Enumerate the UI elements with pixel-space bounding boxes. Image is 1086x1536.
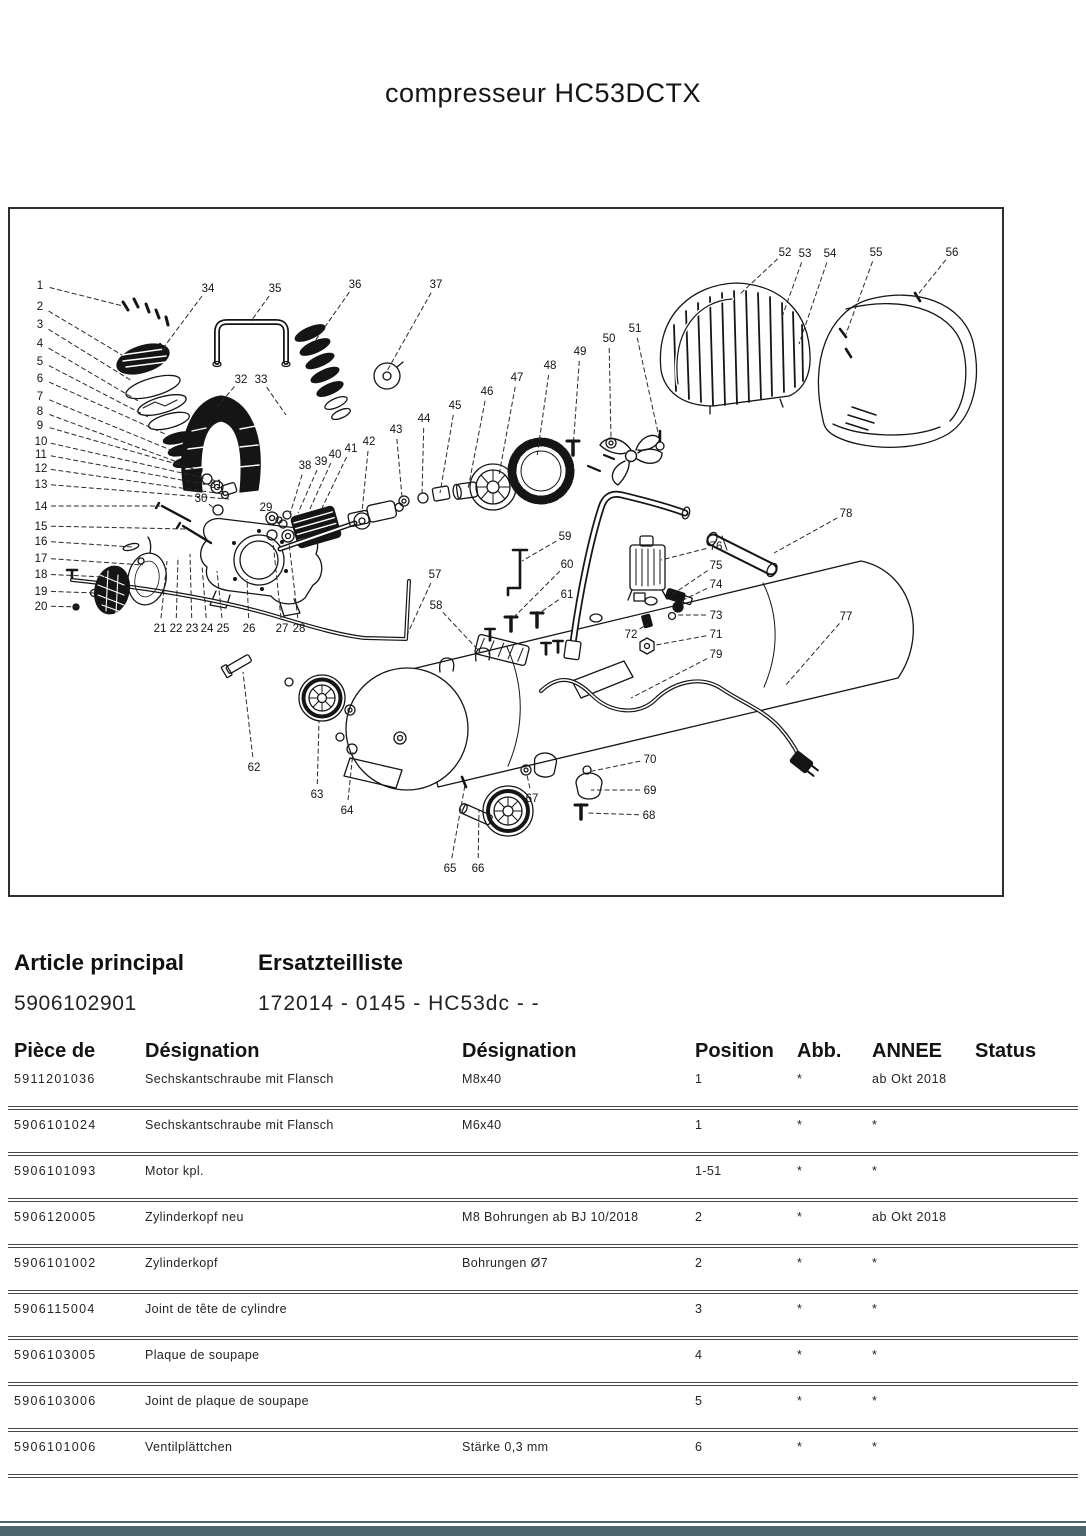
cell-piece: 5906103006	[14, 1394, 97, 1408]
cell-pos: 3	[695, 1302, 703, 1316]
callout-number-63: 63	[310, 789, 324, 801]
callout-number-41: 41	[344, 443, 358, 455]
cell-status	[975, 1210, 1078, 1244]
cell-annee: ab Okt 2018	[872, 1072, 947, 1086]
cell-annee: *	[872, 1302, 878, 1316]
callout-number-27: 27	[275, 623, 289, 635]
header-annee: ANNEE	[872, 1040, 943, 1062]
callout-number-69: 69	[643, 785, 657, 797]
cell-annee: *	[872, 1118, 878, 1132]
callout-number-56: 56	[945, 247, 959, 259]
callout-number-31: 31	[209, 479, 223, 491]
cell-des2: M8 Bohrungen ab BJ 10/2018	[462, 1210, 639, 1224]
callout-number-5: 5	[36, 356, 44, 368]
callout-leader-44	[422, 428, 424, 494]
callout-leader-33	[267, 387, 286, 415]
callout-number-10: 10	[34, 436, 48, 448]
cell-abb: *	[797, 1256, 803, 1270]
callout-number-8: 8	[36, 406, 44, 418]
power-plug	[790, 751, 820, 778]
cell-abb: *	[797, 1348, 803, 1362]
cell-annee: *	[872, 1440, 878, 1454]
callout-number-58: 58	[429, 600, 443, 612]
callout-number-47: 47	[510, 372, 524, 384]
cell-abb: *	[797, 1440, 803, 1454]
callout-number-14: 14	[34, 501, 48, 513]
callout-leader-49	[573, 361, 579, 449]
callout-leader-68	[587, 813, 639, 815]
cell-abb: *	[797, 1072, 803, 1086]
callout-number-6: 6	[36, 373, 44, 385]
callout-number-53: 53	[798, 248, 812, 260]
callout-number-60: 60	[560, 559, 574, 571]
wheel-front	[299, 675, 345, 721]
cell-piece: 5906120005	[14, 1210, 97, 1224]
cell-des1: Joint de tête de cylindre	[145, 1302, 288, 1316]
callout-leader-19	[51, 591, 95, 593]
callout-number-7: 7	[36, 391, 44, 403]
callout-number-49: 49	[573, 346, 587, 358]
cell-des2: Stärke 0,3 mm	[462, 1440, 549, 1454]
callout-number-74: 74	[709, 579, 723, 591]
header-designation-1: Désignation	[145, 1040, 260, 1062]
cell-pos: 5	[695, 1394, 703, 1408]
callout-number-42: 42	[362, 436, 376, 448]
callout-leader-6	[49, 382, 165, 434]
cell-status	[975, 1072, 1078, 1106]
table-row	[8, 1248, 1078, 1294]
callout-number-32: 32	[234, 374, 248, 386]
callout-number-28: 28	[292, 623, 306, 635]
callout-number-33: 33	[254, 374, 268, 386]
callout-number-24: 24	[200, 623, 214, 635]
callout-number-4: 4	[36, 338, 44, 350]
callout-leader-53	[782, 262, 802, 317]
callout-leader-51	[637, 338, 659, 437]
exploded-view-art	[67, 283, 976, 836]
callout-number-25: 25	[216, 623, 230, 635]
cell-abb: *	[797, 1118, 803, 1132]
callout-number-43: 43	[389, 424, 403, 436]
callout-number-51: 51	[628, 323, 642, 335]
callout-number-72: 72	[624, 629, 638, 641]
cell-status	[975, 1440, 1078, 1474]
callout-leader-24	[202, 566, 206, 618]
cell-des1: Zylinderkopf neu	[145, 1210, 244, 1224]
callout-number-35: 35	[268, 283, 282, 295]
callout-leader-18	[51, 575, 105, 578]
callout-leader-42	[362, 451, 368, 512]
cell-des2	[462, 1164, 695, 1198]
callout-number-36: 36	[348, 279, 362, 291]
cell-status	[975, 1118, 1078, 1152]
header-piece-de: Pièce de	[14, 1040, 96, 1062]
cell-abb: *	[797, 1210, 803, 1224]
cell-abb: *	[797, 1164, 803, 1178]
callout-number-70: 70	[643, 754, 657, 766]
callout-number-73: 73	[709, 610, 723, 622]
callout-number-66: 66	[471, 863, 485, 875]
callout-number-64: 64	[340, 805, 354, 817]
callout-leader-26	[247, 579, 249, 618]
callout-number-17: 17	[34, 553, 48, 565]
header-position: Position	[695, 1040, 774, 1062]
callout-leader-16	[51, 542, 132, 547]
table-row	[8, 1294, 1078, 1340]
cell-status	[975, 1394, 1078, 1428]
belt-guard	[182, 396, 260, 492]
callout-leader-43	[397, 439, 402, 497]
callout-number-76: 76	[709, 541, 723, 553]
table-row	[8, 1432, 1078, 1478]
cell-pos: 2	[695, 1256, 703, 1270]
callout-leader-20	[51, 606, 80, 607]
callout-leader-22	[176, 557, 178, 618]
cell-pos: 1-51	[695, 1164, 722, 1178]
callout-number-75: 75	[709, 560, 723, 572]
cell-des2: M6x40	[462, 1118, 502, 1132]
callout-number-79: 79	[709, 649, 723, 661]
cell-pos: 1	[695, 1118, 703, 1132]
cell-des1: Zylinderkopf	[145, 1256, 218, 1270]
header-designation-2: Désignation	[462, 1040, 577, 1062]
cell-annee: ab Okt 2018	[872, 1210, 947, 1224]
callout-number-37: 37	[429, 279, 443, 291]
callout-number-20: 20	[34, 601, 48, 613]
callout-leader-34	[164, 296, 202, 347]
callout-number-46: 46	[480, 386, 494, 398]
cell-des1: Sechskantschraube mit Flansch	[145, 1072, 334, 1086]
callout-number-9: 9	[36, 420, 44, 432]
cell-des1: Motor kpl.	[145, 1164, 204, 1178]
pressure-switch	[628, 536, 667, 601]
cell-des2	[462, 1302, 695, 1336]
callout-leader-1	[50, 288, 123, 307]
cell-abb: *	[797, 1394, 803, 1408]
cell-status	[975, 1302, 1078, 1336]
motor-cover	[818, 293, 976, 447]
callout-number-34: 34	[201, 283, 215, 295]
callout-leader-78	[774, 518, 837, 553]
callout-leader-45	[440, 415, 453, 493]
cell-piece: 5906103005	[14, 1348, 97, 1362]
callout-leader-65	[452, 785, 465, 858]
callout-leader-50	[609, 348, 611, 439]
callout-leader-46	[468, 401, 485, 489]
callout-leader-63	[317, 721, 319, 784]
cell-pos: 6	[695, 1440, 703, 1454]
footer-bar	[0, 1526, 1086, 1536]
callout-number-3: 3	[36, 319, 44, 331]
callout-leader-25	[217, 571, 222, 618]
table-row	[8, 1064, 1078, 1110]
callout-number-23: 23	[185, 623, 199, 635]
callout-number-11: 11	[35, 449, 47, 461]
callout-leader-3	[49, 329, 133, 381]
callout-number-39: 39	[314, 456, 328, 468]
callout-number-65: 65	[443, 863, 457, 875]
callout-number-40: 40	[328, 449, 342, 461]
callout-leader-66	[478, 810, 479, 858]
cell-piece: 5906101002	[14, 1256, 97, 1270]
cell-abb: *	[797, 1302, 803, 1316]
callout-leader-7	[49, 400, 173, 451]
callout-leader-40	[309, 463, 331, 511]
callout-number-2: 2	[36, 301, 44, 313]
callout-leader-57	[407, 583, 431, 635]
callout-number-30: 30	[194, 493, 208, 505]
footer-accent-line	[0, 1521, 1086, 1523]
callout-number-57: 57	[428, 569, 442, 581]
callout-number-15: 15	[34, 521, 48, 533]
callout-number-18: 18	[34, 569, 48, 581]
callout-number-62: 62	[247, 762, 261, 774]
callout-leader-54	[799, 263, 827, 345]
cell-annee: *	[872, 1164, 878, 1178]
article-principal-label: Article principal	[14, 950, 185, 975]
callout-number-29: 29	[259, 502, 273, 514]
table-row	[8, 1340, 1078, 1386]
callout-number-21: 21	[153, 623, 167, 635]
cell-piece: 5906101093	[14, 1164, 97, 1178]
callout-leader-28	[289, 543, 298, 618]
exploded-diagram-frame	[8, 207, 1004, 897]
screw-cluster	[123, 299, 168, 325]
callout-number-13: 13	[34, 479, 48, 491]
callout-number-54: 54	[823, 248, 837, 260]
callout-number-26: 26	[242, 623, 256, 635]
callout-number-38: 38	[298, 460, 312, 472]
cell-des1: Ventilplättchen	[145, 1440, 233, 1454]
cell-pos: 2	[695, 1210, 703, 1224]
callout-number-19: 19	[34, 586, 48, 598]
header-status: Status	[975, 1040, 1037, 1062]
cell-des2	[462, 1348, 695, 1382]
callout-number-16: 16	[34, 536, 48, 548]
callout-leader-2	[49, 311, 122, 355]
callout-number-12: 12	[34, 463, 48, 475]
ersatzteilliste-label: Ersatzteilliste	[258, 950, 404, 975]
page-title: compresseur HC53DCTX	[384, 78, 702, 108]
callout-leader-64	[348, 752, 353, 800]
callout-leader-76	[661, 549, 706, 561]
callout-leader-8	[49, 415, 180, 464]
cell-des1: Plaque de soupape	[145, 1348, 260, 1362]
callout-leader-37	[387, 293, 431, 371]
cell-annee: *	[872, 1256, 878, 1270]
callout-leader-17	[51, 559, 143, 565]
cell-piece: 5911201036	[14, 1072, 96, 1086]
callout-leader-29	[271, 516, 272, 517]
header-abb: Abb.	[797, 1040, 842, 1062]
callout-leader-15	[51, 526, 186, 529]
cell-des1: Joint de plaque de soupape	[145, 1394, 310, 1408]
cell-piece: 5906115004	[14, 1302, 96, 1316]
callout-leader-55	[846, 261, 873, 334]
cell-des2: Bohrungen Ø7	[462, 1256, 549, 1270]
callout-number-55: 55	[869, 247, 883, 259]
cell-piece: 5906101024	[14, 1118, 97, 1132]
callout-leader-62	[243, 672, 253, 757]
table-row	[8, 1386, 1078, 1432]
table-row	[8, 1110, 1078, 1156]
article-principal-number: 5906102901	[14, 992, 137, 1015]
cell-des1: Sechskantschraube mit Flansch	[145, 1118, 334, 1132]
callout-number-71: 71	[709, 629, 723, 641]
callout-leader-67	[527, 775, 530, 788]
callout-number-52: 52	[778, 247, 792, 259]
cell-annee: *	[872, 1348, 878, 1362]
callout-leader-70	[588, 761, 640, 772]
callout-leader-23	[190, 554, 192, 618]
callout-number-68: 68	[642, 810, 656, 822]
callout-number-45: 45	[448, 400, 462, 412]
table-row	[8, 1156, 1078, 1202]
callout-leader-39	[298, 470, 317, 513]
callout-number-59: 59	[558, 531, 572, 543]
ersatzteilliste-value: 172014 - 0145 - HC53dc - -	[258, 992, 540, 1015]
cell-piece: 5906101006	[14, 1440, 97, 1454]
cell-status	[975, 1348, 1078, 1382]
cell-status	[975, 1164, 1078, 1198]
callout-number-1: 1	[36, 280, 44, 292]
handle-tube	[217, 322, 286, 362]
cell-des2: M8x40	[462, 1072, 502, 1086]
callout-number-77: 77	[839, 611, 853, 623]
cell-status	[975, 1256, 1078, 1290]
cell-annee: *	[872, 1394, 878, 1408]
diagram-callouts	[35, 247, 959, 875]
callout-number-61: 61	[560, 589, 574, 601]
cell-des2	[462, 1394, 695, 1428]
parts-table	[8, 1064, 1078, 1478]
callout-number-67: 67	[525, 793, 539, 805]
callout-leader-58	[443, 612, 481, 653]
cell-pos: 4	[695, 1348, 703, 1362]
callout-number-78: 78	[839, 508, 853, 520]
parts-table-header	[8, 1040, 1078, 1063]
callout-leader-56	[916, 260, 946, 297]
callout-number-50: 50	[602, 333, 616, 345]
callout-leader-35	[251, 296, 269, 321]
callout-number-44: 44	[417, 413, 431, 425]
table-row	[8, 1202, 1078, 1248]
callout-number-48: 48	[543, 360, 557, 372]
callout-leader-52	[740, 259, 778, 294]
callout-number-22: 22	[169, 623, 183, 635]
cell-pos: 1	[695, 1072, 703, 1086]
